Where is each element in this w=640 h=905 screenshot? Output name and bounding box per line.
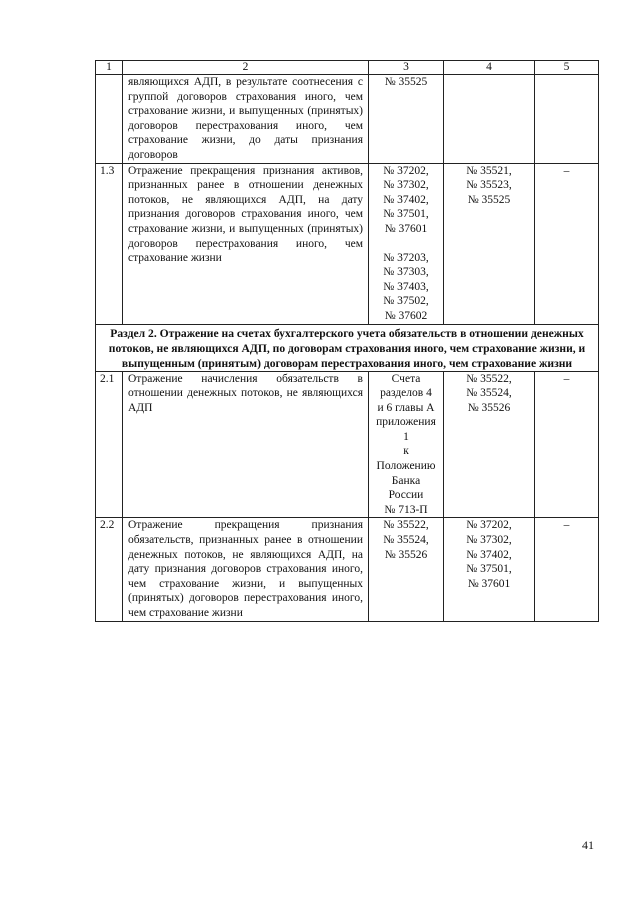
- row-description: Отражение начисления обязательств в отношении денежных потоков, не являющихся АДП: [123, 371, 369, 518]
- account-number: № 37601: [384, 222, 428, 235]
- header-cell-4: 4: [444, 61, 535, 75]
- account-number: № 37302,: [383, 179, 429, 192]
- account-number: № 37402,: [466, 548, 512, 561]
- row-number: [96, 75, 123, 164]
- account-text: к Положению: [376, 445, 436, 473]
- account-number: № 35523,: [466, 179, 512, 192]
- row-debit-accounts: [369, 163, 444, 324]
- account-number: № 35524,: [383, 534, 429, 547]
- account-text: и 6 главы А: [377, 401, 435, 414]
- row-debit-accounts: [369, 75, 444, 164]
- account-number: № 35522,: [383, 519, 429, 532]
- row-col5: –: [535, 163, 599, 324]
- row-number: 1.3: [96, 163, 123, 324]
- account-number: № 35522,: [466, 372, 512, 385]
- row-debit-accounts: [369, 518, 444, 621]
- account-text: Банка: [391, 474, 421, 487]
- account-number: № 35525: [384, 76, 428, 88]
- account-number: № 35524,: [466, 387, 512, 400]
- accounting-table: [95, 60, 599, 622]
- account-number: № 37202,: [466, 519, 512, 532]
- row-col5: [535, 75, 599, 164]
- account-number: № 37302,: [466, 534, 512, 547]
- row-col5: –: [535, 371, 599, 518]
- row-credit-accounts: [444, 75, 535, 164]
- account-number: № 35525: [467, 193, 511, 206]
- table-row: [96, 371, 599, 518]
- row-number: 2.1: [96, 371, 123, 518]
- header-cell-1: 1: [96, 61, 123, 75]
- account-text: № 713-П: [384, 503, 428, 516]
- row-description: Отражение прекращения признания обязательств, признанных ранее в отношении денежных потоков, не являющихся АДП, на дату признания договоров страхования иного, чем страхование жизни, и выпущенных (принятых) договоров перестрахования иного, чем страхование жизни: [123, 518, 369, 621]
- account-number: № 37501,: [466, 563, 512, 576]
- section-heading-row: [96, 324, 599, 371]
- account-number: № 37203,: [383, 251, 429, 264]
- account-number: № 37403,: [383, 280, 429, 293]
- row-number: 2.2: [96, 518, 123, 621]
- table-row: [96, 518, 599, 621]
- row-description: Отражение прекращения признания активов, признанных ранее в отношении денежных потоков, не являющихся АДП, на дату признания договоров страхования иного, чем страхование жизни, и выпущенных (принятых) договоров перестрахования иного, чем страхование жизни: [123, 163, 369, 324]
- spacer: [374, 237, 438, 251]
- table-row: [96, 75, 599, 164]
- row-credit-accounts: [444, 163, 535, 324]
- account-text: приложения 1: [376, 416, 436, 443]
- account-number: № 37601: [467, 577, 511, 590]
- account-number: № 37202,: [383, 164, 429, 177]
- header-cell-2: 2: [123, 61, 369, 75]
- header-cell-5: 5: [535, 61, 599, 75]
- row-debit-accounts: [369, 371, 444, 518]
- account-number: № 37502,: [383, 295, 429, 308]
- account-text: Счета: [391, 372, 421, 385]
- table-row: [96, 163, 599, 324]
- account-number: № 37602: [384, 309, 428, 322]
- row-description: являющихся АДП, в результате соотнесения с группой договоров страхования иного, чем страхование жизни, и выпущенных (принятых) договоров перестрахования иного, чем страхование жизни, до даты признания договоров: [123, 75, 369, 164]
- account-text: разделов 4: [380, 387, 432, 400]
- account-number: № 37501,: [383, 208, 429, 221]
- row-col5: –: [535, 518, 599, 621]
- account-number: № 35521,: [466, 164, 512, 177]
- header-cell-3: 3: [369, 61, 444, 75]
- row-credit-accounts: [444, 371, 535, 518]
- account-text: России: [388, 489, 424, 502]
- account-number: № 37402,: [383, 193, 429, 206]
- table-header-row: [96, 61, 599, 75]
- account-number: № 37303,: [383, 266, 429, 279]
- section-2-heading: Раздел 2. Отражение на счетах бухгалтерского учета обязательств в отношении денежных потоков, не являющихся АДП, по договорам страхования иного, чем страхование жизни, и выпущенным (принятым) договорам перестрахования иного, чем страхование жизни: [96, 324, 599, 371]
- page-number: 41: [582, 838, 594, 852]
- account-number: № 35526: [384, 548, 428, 561]
- row-credit-accounts: [444, 518, 535, 621]
- account-number: № 35526: [467, 401, 511, 414]
